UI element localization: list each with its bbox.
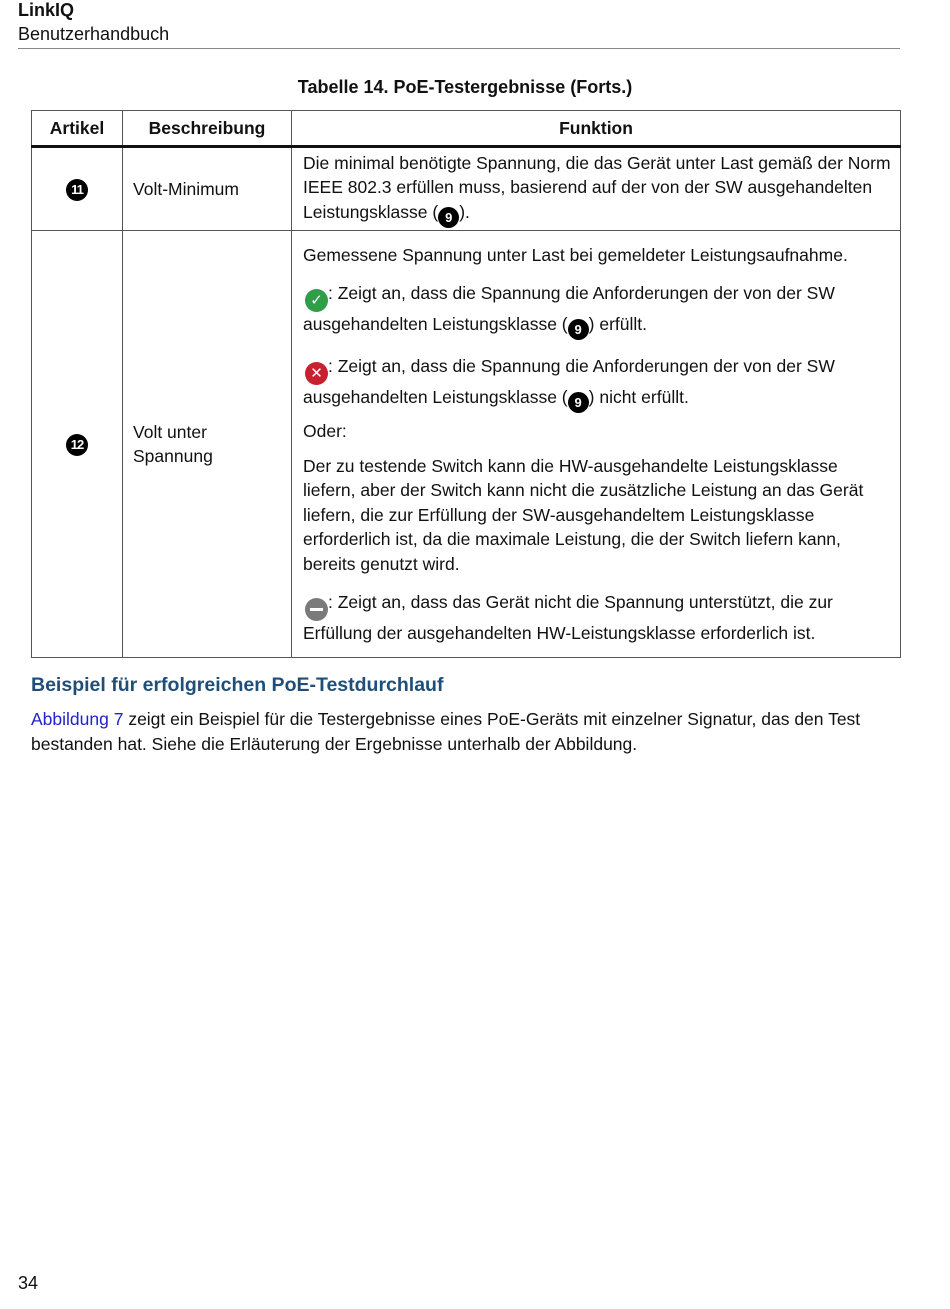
function-text: Die minimal benötigte Spannung, die das Gerät unter Last gemäß der Norm IEEE 802.3 erfüllen muss, basierend auf der von der SW ausgehandelten Leistungsklasse ( <box>303 152 891 222</box>
description-cell: Volt unter Spannung <box>123 231 292 658</box>
item-number-badge: 12 <box>66 434 88 456</box>
reference-badge: 9 <box>568 392 589 413</box>
pass-text: : Zeigt an, dass die Spannung die Anforderungen der von der SW ausgehandelten Leistungsklasse ( <box>303 283 835 334</box>
figure-link[interactable]: Abbildung 7 <box>31 709 124 729</box>
page-number: 34 <box>18 1273 39 1293</box>
table-row <box>32 147 901 231</box>
header-divider <box>18 48 900 49</box>
table-header-row <box>32 111 901 147</box>
pass-text-end: ) erfüllt. <box>588 314 647 334</box>
item-number-badge: 11 <box>66 179 88 201</box>
reference-badge: 9 <box>438 207 459 228</box>
item-cell <box>32 147 123 231</box>
fail-text: : Zeigt an, dass die Spannung die Anforderungen der von der SW ausgehandelten Leistungsklasse ( <box>303 356 835 407</box>
reference-badge: 9 <box>568 319 589 340</box>
section-heading: Beispiel für erfolgreichen PoE-Testdurchlauf <box>31 674 444 696</box>
paragraph-text: zeigt ein Beispiel für die Testergebnisse eines PoE-Geräts mit einzelner Signatur, das den Test bestanden hat. Siehe die Erläuterung der Ergebnisse unterhalb der Abbildung. <box>31 709 861 754</box>
function-text-end: ). <box>459 201 470 222</box>
minus-icon <box>305 598 328 621</box>
column-header-function: Funktion <box>292 111 901 147</box>
body-paragraph <box>31 707 901 756</box>
item-cell <box>32 231 123 658</box>
na-text: : Zeigt an, dass das Gerät nicht die Spannung unterstützt, die zur Erfüllung der ausgehandelten HW-Leistungsklasse erforderlich ist. <box>303 592 833 643</box>
x-icon: ✕ <box>305 362 328 385</box>
document-title: Benutzerhandbuch <box>18 24 170 44</box>
function-intro: Gemessene Spannung unter Last bei gemeldeter Leistungsaufnahme. <box>303 244 848 265</box>
description-cell: Volt-Minimum <box>123 147 292 231</box>
column-header-description: Beschreibung <box>123 111 292 147</box>
or-label: Oder: <box>303 421 347 441</box>
function-cell <box>292 231 901 658</box>
poe-results-table <box>31 110 901 658</box>
product-name: LinkIQ <box>18 0 75 20</box>
function-cell <box>292 147 901 231</box>
table-caption: Tabelle 14. PoE-Testergebnisse (Forts.) <box>297 77 633 97</box>
detail-text: Der zu testende Switch kann die HW-ausgehandelte Leistungsklasse liefern, aber der Switch kann nicht die zusätzliche Leistung an das Gerät liefern, die zur Erfüllung der SW-ausgehandeltem Leistungsklasse erforderlich ist, da die maximale Leistung, die der Switch liefern kann, bereits genutzt wird. <box>303 455 864 574</box>
fail-text-end: ) nicht erfüllt. <box>588 387 689 407</box>
check-icon: ✓ <box>305 289 328 312</box>
page-header <box>18 0 900 46</box>
table-row <box>32 231 901 658</box>
column-header-item: Artikel <box>32 111 123 147</box>
